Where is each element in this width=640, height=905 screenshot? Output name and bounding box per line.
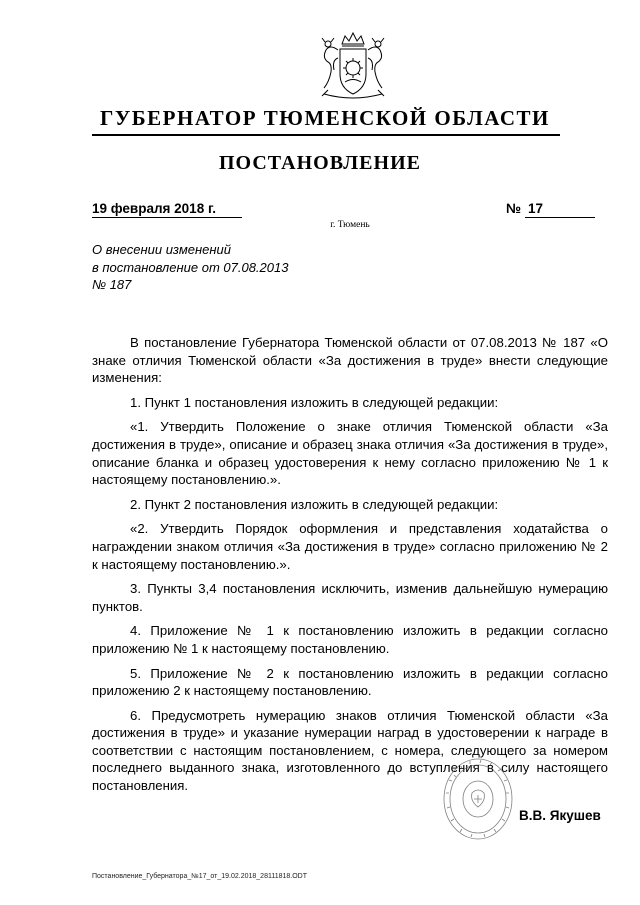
tyumen-coat-of-arms-icon [318,30,388,102]
document-number: 17 [525,201,595,218]
subject-line: № 187 [92,277,132,292]
body-paragraph: «1. Утвердить Положение о знаке отличия Тюменской области «За достижения в труде», описание и образец знака отличия «За достижения в труде», описание бланка и образец удостоверения к нему согласно приложению № 1 к настоящему постановлению.». [92,419,608,488]
header-rule [92,134,560,136]
body-paragraph: 6. Предусмотреть нумерацию знаков отличия Тюменской области «За достижения в труде» и указание нумерации наград в удостоверении к награде в соответствии с настоящим постановлением, с номера, следующего за номером последнего выданного знака, изготовленного до вступления в силу настоящего постановления. [92,707,608,794]
document-number-label: № [506,201,522,216]
body-paragraph: В постановление Губернатора Тюменской области от 07.08.2013 № 187 «О знаке отличия Тюменской области «За достижения в труде» внести следующие изменения: [92,335,608,386]
document-subject [92,241,352,294]
document-type-title: ПОСТАНОВЛЕНИЕ [219,152,421,174]
document-body [92,334,608,802]
authority-title: ГУБЕРНАТОР ТЮМЕНСКОЙ ОБЛАСТИ [100,106,550,130]
subject-line: в постановление от 07.08.2013 [92,259,289,275]
official-seal-stamp-icon [440,755,515,843]
document-city: г. Тюмень [330,220,370,230]
body-paragraph: «2. Утвердить Порядок оформления и представления ходатайства о награждении знаком отличия «За достижения в труде» согласно приложению № 2 к настоящему постановлению.». [92,521,608,572]
body-paragraph: 5. Приложение № 2 к постановлению изложить в редакции согласно приложению 2 к настоящему постановлению. [92,665,608,699]
body-paragraph: 3. Пункты 3,4 постановления исключить, изменив дальнейшую нумерацию пунктов. [92,581,608,614]
document-date: 19 февраля 2018 г. [92,201,242,218]
subject-line: О внесении изменений [92,242,231,257]
signatory-name: В.В. Якушев [519,808,601,823]
body-paragraph: 2. Пункт 2 постановления изложить в следующей редакции: [130,496,499,512]
footer-filename: Постановление_Губернатора_№17_от_19.02.2018_28111818.ODT [92,873,308,880]
body-paragraph: 4. Приложение № 1 к постановлению изложить в редакции согласно приложению № 1 к настоящему постановлению. [92,623,608,656]
body-paragraph: 1. Пункт 1 постановления изложить в следующей редакции: [130,394,499,410]
